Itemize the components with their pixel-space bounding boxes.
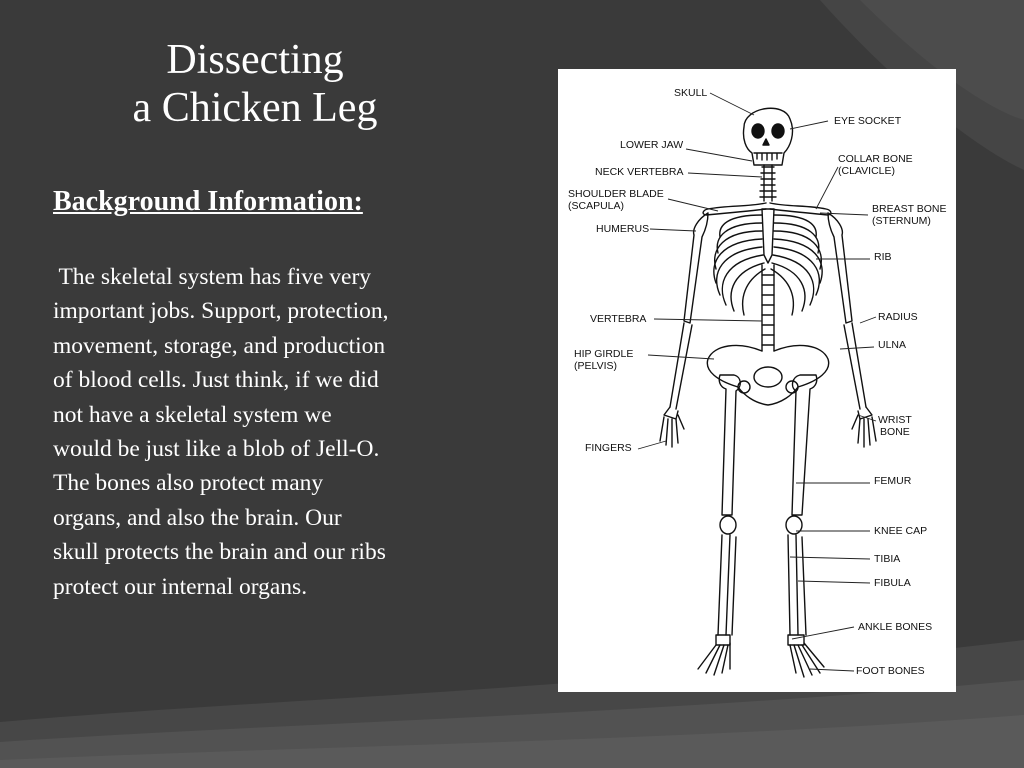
label-foot-bones: FOOT BONES	[856, 665, 925, 677]
label-lower-jaw: LOWER JAW	[620, 139, 684, 151]
label-tibia: TIBIA	[874, 553, 901, 565]
label-knee-cap: KNEE CAP	[874, 525, 928, 537]
label-wrist-bone-line1: WRIST	[878, 414, 912, 426]
body-paragraph	[53, 260, 465, 604]
label-collar-bone	[838, 153, 913, 177]
label-wrist-bone	[878, 414, 912, 438]
section-heading: Background Information:	[53, 186, 363, 217]
label-collar-bone-line2: (CLAVICLE)	[838, 165, 895, 177]
label-eye-socket: EYE SOCKET	[834, 115, 902, 127]
title-line-2: a Chicken Leg	[132, 85, 378, 131]
label-wrist-bone-line2: BONE	[880, 426, 910, 438]
body-line: of blood cells. Just think, if we did	[53, 367, 379, 394]
label-breast-bone-line1: BREAST BONE	[872, 203, 947, 215]
label-hip-girdle	[574, 348, 633, 372]
body-line: The skeletal system has five very	[53, 264, 372, 290]
label-femur: FEMUR	[874, 475, 912, 487]
label-humerus: HUMERUS	[596, 223, 650, 235]
label-fingers: FINGERS	[585, 442, 632, 454]
body-line: The bones also protect many	[53, 470, 324, 497]
label-breast-bone	[872, 203, 947, 227]
label-ulna: ULNA	[878, 339, 907, 351]
body-line: skull protects the brain and our ribs	[53, 539, 386, 566]
label-breast-bone-line2: (STERNUM)	[872, 215, 931, 227]
body-line: movement, storage, and production	[53, 332, 386, 359]
label-rib: RIB	[874, 251, 892, 263]
label-ankle-bones: ANKLE BONES	[858, 621, 933, 633]
label-fibula: FIBULA	[874, 577, 911, 589]
body-line: protect our internal organs.	[53, 573, 308, 600]
body-line: would be just like a blob of Jell-O.	[53, 436, 380, 463]
label-collar-bone-line1: COLLAR BONE	[838, 153, 913, 165]
slide-title	[55, 36, 455, 132]
label-neck-vertebra: NECK VERTEBRA	[595, 166, 684, 178]
label-skull: SKULL	[674, 87, 708, 99]
title-line-1: Dissecting	[166, 37, 344, 83]
label-shoulder-blade-line1: SHOULDER BLADE	[568, 188, 664, 200]
label-hip-girdle-line2: (PELVIS)	[574, 360, 617, 372]
label-shoulder-blade-line2: (SCAPULA)	[568, 200, 625, 212]
label-radius: RADIUS	[878, 311, 918, 323]
body-line: important jobs. Support, protection,	[53, 298, 389, 325]
body-line: organs, and also the brain. Our	[53, 504, 342, 531]
skeleton-diagram	[558, 69, 956, 692]
label-vertebra: VERTEBRA	[590, 313, 647, 325]
label-hip-girdle-line1: HIP GIRDLE	[574, 348, 634, 360]
body-line: not have a skeletal system we	[53, 401, 332, 428]
label-shoulder-blade	[568, 188, 664, 212]
